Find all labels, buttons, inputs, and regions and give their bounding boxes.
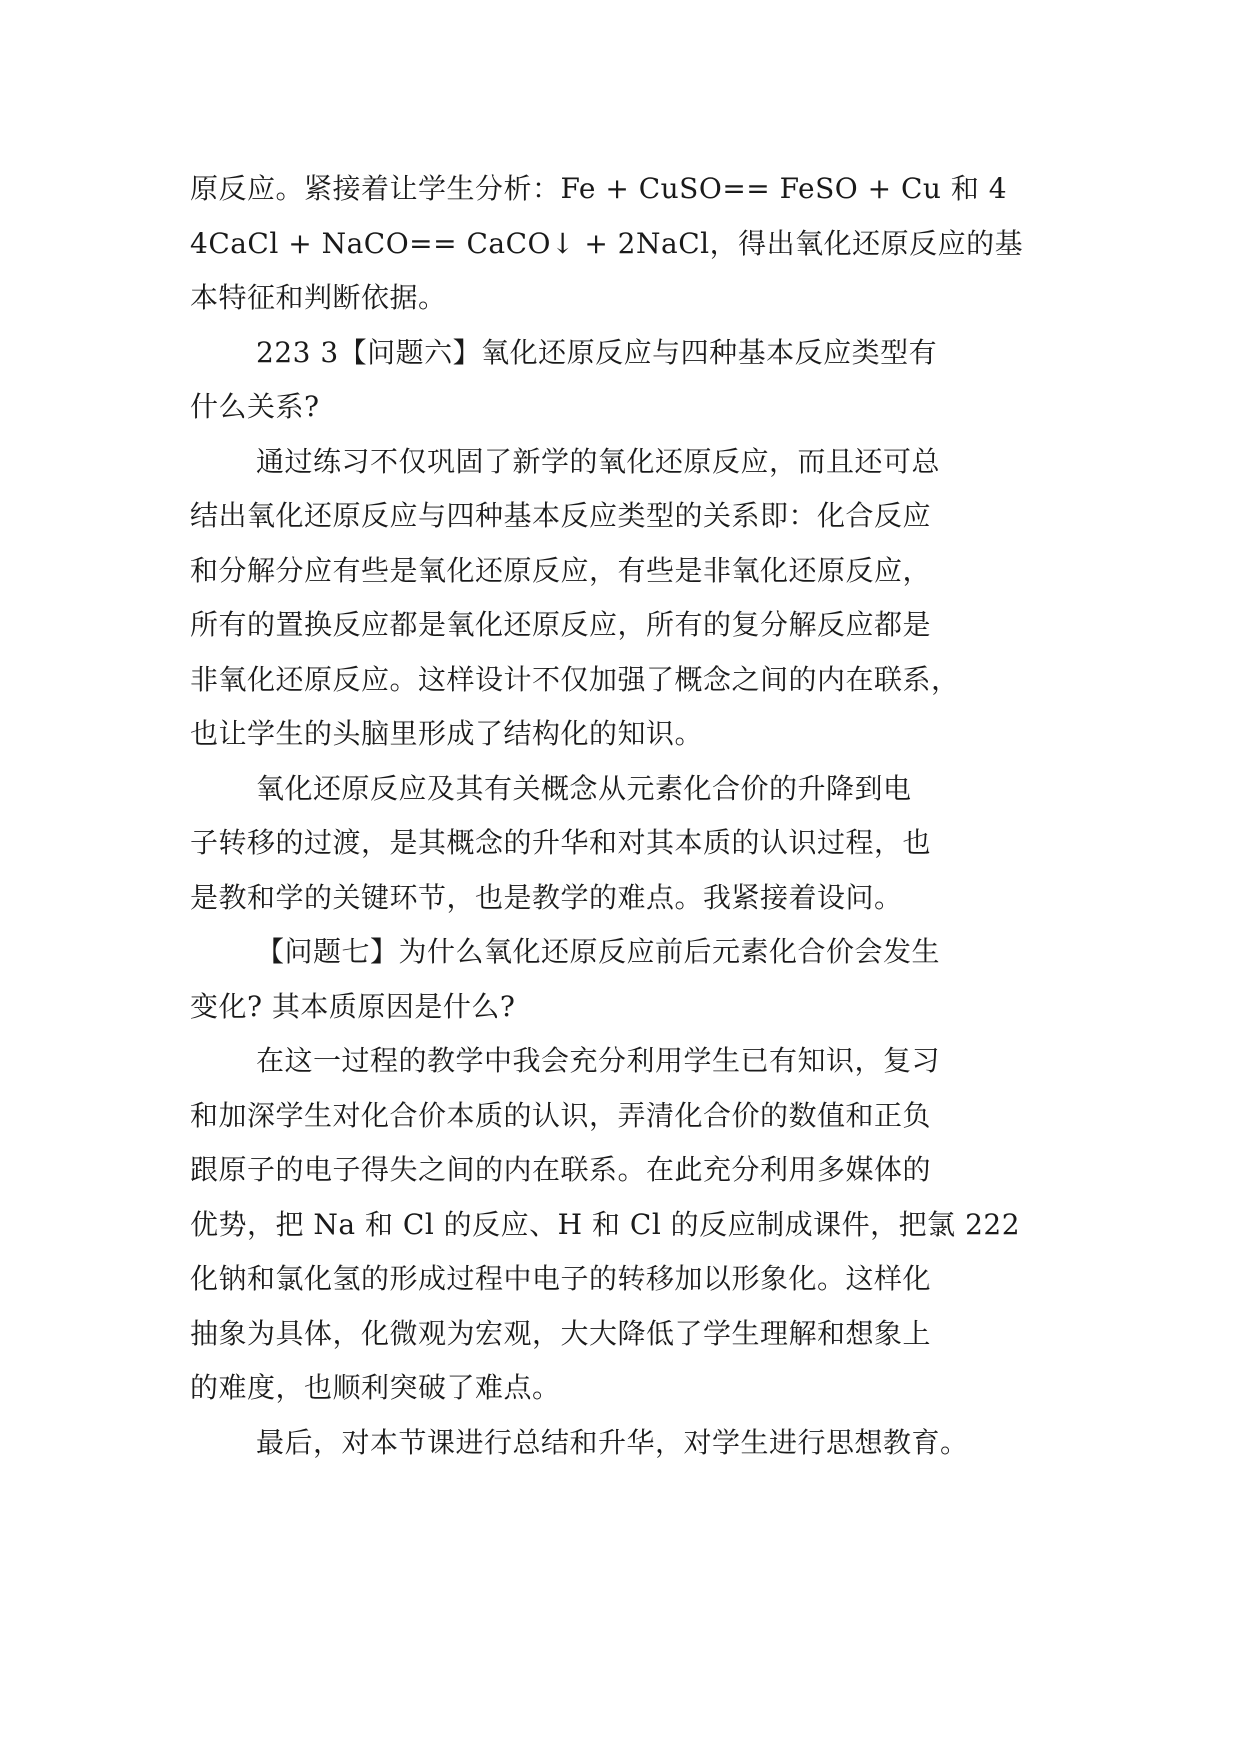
text-line: 跟原子的电子得失之间的内在联系。在此充分利用多媒体的 [190, 1153, 932, 1186]
text-line: 是教和学的关键环节，也是教学的难点。我紧接着设问。 [190, 880, 903, 914]
text-line: 也让学生的头脑里形成了结构化的知识。 [190, 717, 704, 750]
text-line: 和分解分应有些是氧化还原反应，有些是非氧化还原反应， [190, 553, 932, 587]
text-line: 最后，对本节课进行总结和升华，对学生进行思想教育。 [256, 1425, 969, 1459]
text-line: 化钠和氯化氢的形成过程中电子的转移加以形象化。这样化 [190, 1262, 932, 1295]
text-line: 通过练习不仅巩固了新学的氧化还原反应，而且还可总 [256, 444, 941, 478]
text-line: 结出氧化还原反应与四种基本反应类型的关系即：化合反应 [190, 499, 932, 532]
text-line: 优势，把 Na 和 Cl 的反应、H 和 Cl 的反应制成课件，把氯 222 [190, 1207, 1021, 1241]
paragraph-3 [190, 435, 1050, 762]
paragraph-4 [190, 762, 1050, 926]
text-line: 在这一过程的教学中我会充分利用学生已有知识，复习 [256, 1044, 941, 1077]
paragraph-1 [190, 162, 1050, 326]
paragraph-6 [190, 1034, 1050, 1416]
text-line: 本特征和判断依据。 [190, 281, 447, 314]
paragraph-2-question-six [190, 326, 1050, 435]
text-line: 所有的置换反应都是氧化还原反应，所有的复分解反应都是 [190, 608, 932, 641]
text-line: 氧化还原反应及其有关概念从元素化合价的升降到电 [256, 771, 912, 805]
text-line: 抽象为具体，化微观为宏观，大大降低了学生理解和想象上 [190, 1316, 932, 1350]
text-line: 【问题七】为什么氧化还原反应前后元素化合价会发生 [256, 935, 941, 968]
paragraph-7-conclusion [190, 1416, 1050, 1471]
text-line: 和加深学生对化合价本质的认识，弄清化合价的数值和正负 [190, 1098, 932, 1132]
text-line: 的难度，也顺利突破了难点。 [190, 1371, 561, 1404]
text-line: 非氧化还原反应。这样设计不仅加强了概念之间的内在联系， [190, 662, 960, 696]
paragraph-5-question-seven [190, 925, 1050, 1034]
text-line: 什么关系? [190, 390, 320, 423]
document-body [190, 162, 1050, 1470]
text-line: 223 3【问题六】氧化还原反应与四种基本反应类型有 [256, 335, 938, 369]
text-line: 子转移的过渡，是其概念的升华和对其本质的认识过程，也 [190, 826, 932, 859]
text-line: 变化? 其本质原因是什么? [190, 989, 516, 1023]
text-line: 4CaCl + NaCO== CaCO↓ + 2NaCl，得出氧化还原反应的基 [190, 226, 1024, 260]
text-line: 原反应。紧接着让学生分析：Fe + CuSO== FeSO + Cu 和 4 [190, 172, 1008, 205]
